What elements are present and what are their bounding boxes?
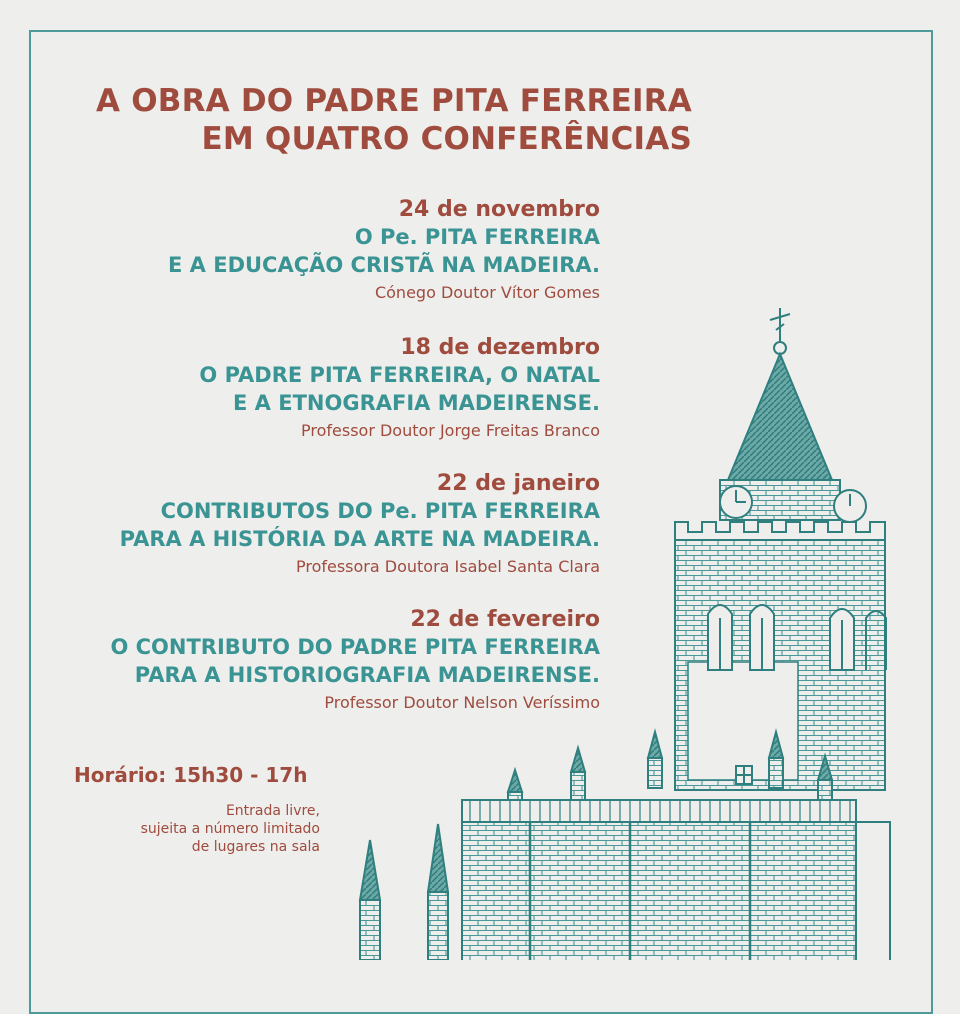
title-line-1: A OBRA DO PADRE PITA FERREIRA [96,83,692,119]
talk-date: 22 de fevereiro [410,607,600,632]
talk-speaker: Cónego Doutor Vítor Gomes [374,283,600,302]
talk-speaker: Professora Doutora Isabel Santa Clara [295,557,600,576]
talk-date: 24 de novembro [398,197,600,222]
title-line-2: EM QUATRO CONFERÊNCIAS [201,121,692,157]
talk-1 [40,196,600,307]
entry-note-line: sujeita a número limitado [140,821,320,837]
entry-note-line: de lugares na sala [191,839,320,855]
talk-title-line: CONTRIBUTOS DO Pe. PITA FERREIRA [160,499,600,523]
entry-note [100,802,320,856]
poster-title [60,82,692,158]
talk-speaker: Professor Doutor Jorge Freitas Branco [301,421,600,440]
talk-title-line: O Pe. PITA FERREIRA [354,225,600,249]
talk-title-line: O PADRE PITA FERREIRA, O NATAL [199,363,600,387]
talk-date: 18 de dezembro [400,335,600,360]
talk-title-line: O CONTRIBUTO DO PADRE PITA FERREIRA [110,635,600,659]
cathedral-illustration [330,300,930,960]
schedule-time: Horário: 15h30 - 17h [74,763,308,787]
entry-note-line: Entrada livre, [225,803,320,819]
talk-title-line: E A ETNOGRAFIA MADEIRENSE. [233,391,600,415]
talk-title-line: PARA A HISTÓRIA DA ARTE NA MADEIRA. [119,527,600,551]
talk-speaker: Professor Doutor Nelson Veríssimo [324,693,600,712]
talk-date: 22 de janeiro [436,471,600,496]
talk-title-line: PARA A HISTORIOGRAFIA MADEIRENSE. [134,663,600,687]
talk-title-line: E A EDUCAÇÃO CRISTÃ NA MADEIRA. [168,253,600,277]
